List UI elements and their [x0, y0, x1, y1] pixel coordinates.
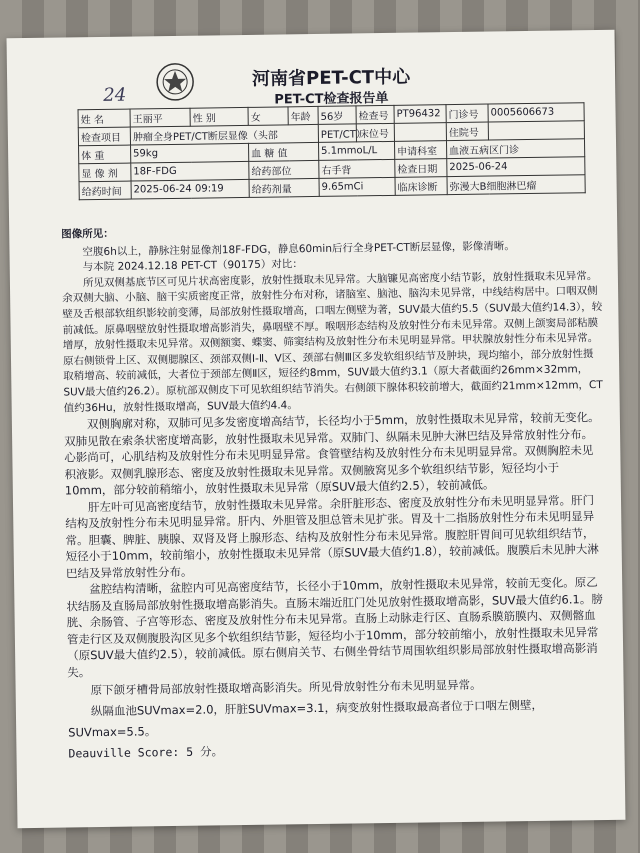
dx-value: 弥漫大B细胞淋巴瘤: [447, 175, 585, 195]
bed-label: 床位号: [356, 123, 394, 142]
ward-label: 住院号: [446, 122, 488, 141]
item-label: 检查项目: [78, 127, 130, 146]
glucose-value: 5.1mmoL/L: [318, 141, 394, 160]
report-title: 河南省PET-CT中心: [251, 66, 411, 90]
date-value: 2025-06-24: [447, 157, 585, 177]
dose-value: 9.65mCi: [319, 177, 395, 196]
report-page: [7, 30, 626, 828]
site-label: 给药部位: [249, 160, 319, 179]
dept-label: 申请科室: [394, 141, 446, 160]
ward-value: [488, 121, 584, 140]
findings-heading: 图像所见：: [61, 227, 114, 241]
report-subtitle: PET-CT检查报告单: [274, 90, 389, 108]
sex-label: 性 别: [190, 107, 248, 126]
name-value: 王丽平: [130, 108, 190, 127]
deauville-score: Deauville Score: 5 分。: [68, 744, 224, 761]
dept-value: 血液五病区门诊: [446, 139, 584, 159]
name-label: 姓 名: [78, 109, 130, 128]
findings-section: [61, 220, 608, 765]
agent-value: 18F-FDG: [131, 161, 249, 181]
findings-paragraph: 纵隔血池SUVmax=2.0，肝脏SUVmax=3.1，病变放射性摄取最高者位于口咽左侧壁，SUVmax=5.5。: [68, 697, 544, 740]
site-value: 右手背: [319, 159, 395, 178]
findings-paragraph: 盆腔结构清晰，盆腔内可见高密度结节，长径小于10mm，放射性摄取未见异常，较前无变化。原乙状结肠及直肠局部放射性摄取增高影消失。直肠末端近肛门处见放射性摄取增高影，SUV最大值约6.1。膀胱、余肠管、子宫等形态、密度及放射性分布未见异常。直肠上动脉走行区、直肠系膜筋膜内、双侧髂血管走行区及双侧腹股沟区见多个软组织结节影，短径均小于10mm，部分较前缩小，放射性摄取未见异常（原SUV最大值约2.5），较前减低。原右侧肩关节、右侧坐骨结节周围软组织影局部放射性摄取增高影消失。: [66, 575, 603, 680]
sex-value: 女: [248, 107, 288, 126]
findings-paragraph: 肝左叶可见高密度结节，放射性摄取未见异常。余肝脏形态、密度及放射性分布未见明显异常。肝门结构及放射性分布未见明显异常。肝内、外胆管及胆总管未见扩张。胃及十二指肠放射性分布未见明显异常。胆囊、脾脏、胰腺、双肾及肾上腺形态、结构及放射性分布未见异常。腹腔肝胃间可见软组织结节，短径小于10mm，较前缩小，放射性摄取未见异常（原SUV最大值约1.8），较前减低。腹膜后未见肿大淋巴结及异常放射性分布。: [65, 492, 599, 581]
time-label: 给药时间: [79, 181, 131, 200]
findings-paragraph: 与本院 2024.12.18 PET-CT（90175）对比：: [82, 258, 303, 274]
dx-label: 临床诊断: [395, 177, 447, 196]
mz-label: 门诊号: [446, 104, 488, 123]
exam-no-value: PT96432: [394, 105, 446, 124]
agent-label: 显 像 剂: [79, 163, 131, 182]
glucose-label: 血 糖 值: [249, 142, 319, 161]
findings-paragraph: 所见双侧基底节区可见片状高密度影，放射性摄取未见异常。大脑镰见高密度小结节影，放射性摄取未见异常。余双侧大脑、小脑、脑干实质密度正常，放射性分布对称，诸脑室、脑池、脑沟未见异常，中线结构居中。口咽双侧壁及舌根部软组织影较前变薄，局部放射性摄取增高，口咽左侧壁为著，SUV最大值约5.5（SUV最大值约14.3），较前减低。原鼻咽壁放射性摄取增高影消失，鼻咽壁不厚。喉咽形态结构及放射性分布未见异常。双侧上颌窦局部粘膜增厚，放射性摄取未见异常。双侧额窦、蝶窦、筛窦结构及放射性分布未见明显异常。甲状腺放射性分布未见异常。原右侧锁骨上区、双侧腮腺区、颈部双侧Ⅰ-Ⅱ、Ⅴ区、颈部右侧Ⅲ区多发软组织结节及肿块，现均缩小，部分放射性摄取稍增高、较前减低，大者位于颈部左侧Ⅱ区，短径约8mm，SUV最大值约3.1（原大者截面约26mm×32mm，SUV最大值约26.2）。原杭部双侧皮下可见软组织结节消失。右侧颌下腺体积较前增大，截面约21mm×12mm，CT值约36Hu，放射性摄取增高，SUV最大值约4.4。: [62, 269, 603, 415]
time-value: 2025-06-24 09:19: [131, 179, 249, 199]
patient-info-table: [78, 102, 586, 200]
findings-paragraph: 双侧胸廓对称，双肺可见多发密度增高结节，长径均小于5mm，放射性摄取未见异常，较前无变化。双肺见散在索条状密度增高影，放射性摄取未见异常。双肺门、纵隔未见肿大淋巴结及异常放射性分布。心影尚可，心肌结构及放射性分布未见明显异常。食管壁结构及放射性分布未见明显异常。双侧胸腔未见积液影。双侧乳腺形态、密度及放射性摄取未见异常。双侧腋窝见多个软组织结节影，短径均小于10mm，部分较前稍缩小，放射性摄取未见异常（原SUV最大值约2.5），较前减低。: [64, 410, 600, 498]
mz-value: 0005606673: [488, 103, 584, 122]
age-label: 年龄: [288, 106, 318, 124]
dose-label: 给药剂量: [249, 178, 319, 197]
weight-label: 体 重: [79, 145, 131, 164]
age-value: 56岁: [318, 106, 356, 125]
exam-no-label: 检查号: [356, 105, 394, 124]
date-label: 检查日期: [395, 159, 447, 178]
findings-paragraph: 原下颌牙槽骨局部放射性摄取增高影消失。所见骨放射性分布未见明显异常。: [90, 677, 482, 698]
bed-value: [394, 123, 446, 142]
item-value: 肿瘤全身PET/CT断层显像（头部: [130, 124, 318, 145]
handwritten-note: 24: [103, 84, 127, 106]
item-value-2: PET/CT）: [318, 124, 356, 143]
findings-paragraph: 空腹6h以上，静脉注射显像剂18F-FDG，静息60min后行全身PET-CT断层显像，影像清晰。: [82, 239, 515, 258]
weight-value: 59kg: [131, 143, 249, 163]
